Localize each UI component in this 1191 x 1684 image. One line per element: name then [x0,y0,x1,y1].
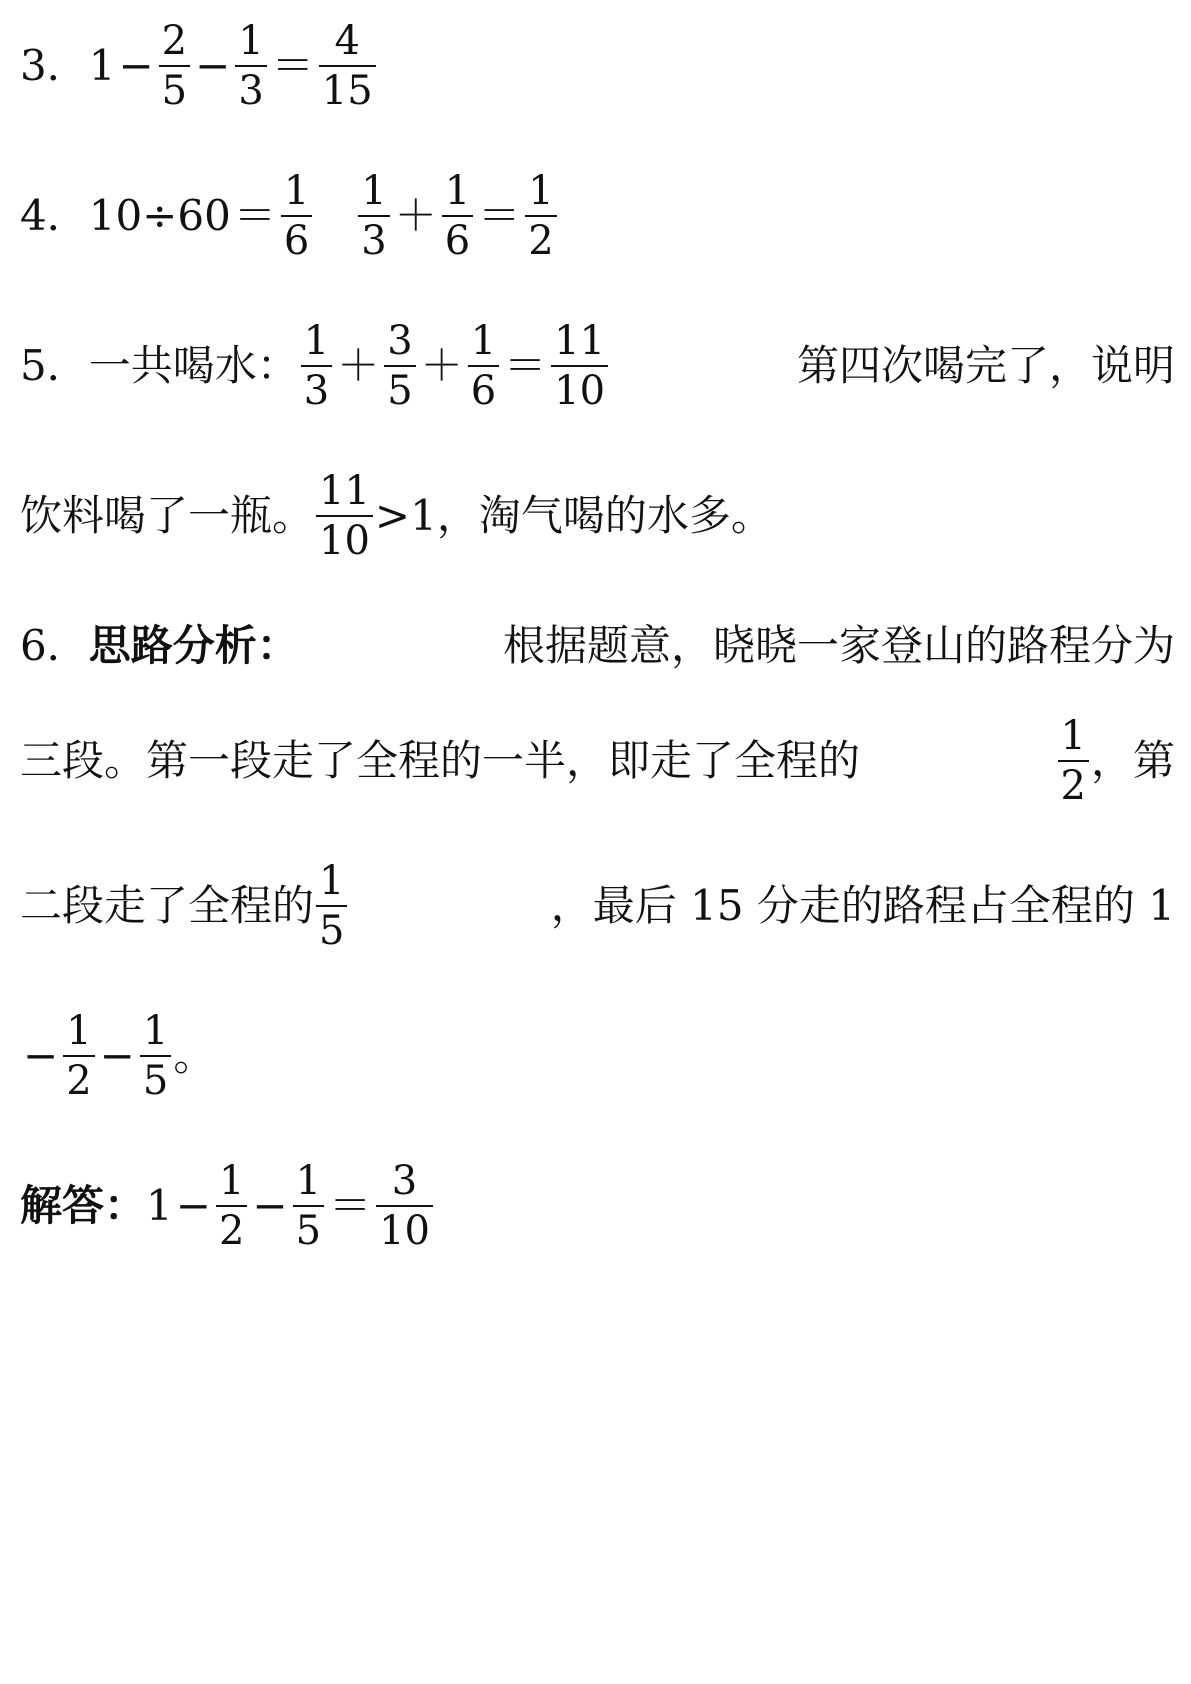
denominator: 6 [283,218,310,264]
explanation-text: 饮料喝了一瓶。 [20,491,315,540]
numerator: 11 [319,468,370,514]
denominator: 2 [218,1208,245,1254]
equals-sign: ＝ [329,1181,372,1230]
plus-sign: ＋ [337,341,380,390]
fraction [293,1160,324,1252]
denominator: 5 [142,1058,169,1104]
denominator: 3 [238,68,264,114]
fraction [235,20,266,112]
answer-6-line-4 [20,1010,215,1102]
item-number: 4． [20,191,89,240]
denominator: 2 [66,1058,92,1104]
denominator: 5 [161,68,188,114]
minus-sign: − [195,41,231,90]
denominator: 10 [319,518,370,564]
analysis-text: 三段。第一段走了全程的一半，即走了全程的 [20,736,861,785]
denominator: 6 [470,368,497,414]
item-number: 3． [20,41,89,90]
answer-6-line-2 [20,715,1175,807]
answer-4 [20,170,559,262]
fraction-bar [384,365,415,367]
numerator: 1 [66,1008,92,1054]
denominator: 6 [444,218,471,264]
fraction-bar [468,365,499,367]
denominator: 3 [361,218,387,264]
numerator: 1 [295,1158,322,1204]
numerator: 2 [161,18,188,64]
fraction [358,170,389,262]
analysis-text: 根据题意，晓晓一家登山的路程分为 [502,621,1175,670]
fraction [316,470,373,562]
numerator: 1 [283,168,310,214]
denominator: 10 [379,1208,430,1254]
denominator: 15 [321,68,373,114]
denominator: 5 [319,908,345,954]
fraction-bar [140,1055,171,1057]
conclusion-text: >1，淘气喝的水多。 [374,491,773,540]
explanation-text: 第四次喝完了，说明 [796,341,1175,390]
label: 一共喝水： [88,341,299,390]
text-group [20,860,349,952]
answer-5-line-2 [20,470,773,562]
plus-sign: ＋ [420,341,463,390]
fraction [376,1160,433,1252]
minus-sign: − [118,41,154,90]
fraction [216,1160,247,1252]
numerator: 4 [334,18,360,64]
fraction-bar [319,65,376,67]
analysis-text: 二段走了全程的 [20,881,315,930]
fraction [468,320,499,412]
answer-5-line-1 [20,320,1175,412]
fraction [63,1010,94,1102]
period: 。 [173,1031,216,1080]
analysis-text: ，最后 15 分走的路程占全程的 1 [550,881,1175,930]
fraction-bar [301,365,332,367]
fraction [384,320,415,412]
equals-sign: ＝ [504,341,547,390]
numerator: 1 [218,1158,245,1204]
fraction [140,1010,171,1102]
analysis-text: ，第 [1090,736,1175,785]
fraction-bar [159,65,190,67]
item-number: 5． [20,341,89,390]
numerator: 11 [554,318,606,364]
fraction-bar [316,905,347,907]
final-answer [20,1160,435,1252]
fraction-bar [316,515,373,517]
fraction [1058,715,1089,807]
fraction [159,20,190,112]
denominator: 2 [1060,763,1086,809]
fraction-bar [216,1205,247,1207]
numerator: 1 [303,318,330,364]
numerator: 1 [470,318,497,364]
numerator: 1 [319,858,345,904]
equals-sign: ＝ [233,191,276,240]
fraction-bar [235,65,266,67]
numerator: 1 [528,168,554,214]
fraction [442,170,473,262]
numerator: 1 [444,168,471,214]
plus-sign: ＋ [394,191,437,240]
fraction-bar [293,1205,324,1207]
analysis-heading: 思路分析： [88,621,299,670]
numerator: 3 [387,318,413,364]
fraction-group [1056,715,1175,807]
fraction [319,20,376,112]
minus-sign: − [252,1181,288,1230]
fraction [301,320,332,412]
fraction-bar [358,215,389,217]
fraction [281,170,312,262]
fraction-bar [525,215,556,217]
fraction-bar [376,1205,433,1207]
fraction-bar [551,365,608,367]
equals-sign: ＝ [478,191,521,240]
item-number: 6． [20,621,89,670]
fraction-bar [1058,760,1089,762]
answer-6-line-1 [20,621,1175,670]
denominator: 5 [387,368,413,414]
fraction-bar [442,215,473,217]
denominator: 2 [528,218,554,264]
numerator: 1 [361,168,387,214]
answer-6-line-3 [20,860,1175,952]
integer: 1 [88,41,116,90]
expression: 10÷60 [88,191,231,240]
equals-sign: ＝ [271,41,314,90]
denominator: 5 [295,1208,322,1254]
minus-sign: − [175,1181,211,1230]
answer-3 [20,20,378,112]
denominator: 3 [303,368,330,414]
denominator: 10 [554,368,606,414]
numerator: 1 [142,1008,169,1054]
numerator: 3 [391,1158,418,1204]
minus-sign: − [99,1031,135,1080]
minus-sign: − [23,1031,59,1080]
fraction [525,170,556,262]
equation-group [20,320,610,412]
integer: 1 [146,1181,173,1230]
numerator: 1 [1060,713,1086,759]
numerator: 1 [238,18,264,64]
fraction [316,860,347,952]
heading-group [20,621,299,670]
fraction-bar [63,1055,94,1057]
fraction [551,320,608,412]
fraction-bar [281,215,312,217]
answer-heading: 解答： [20,1181,147,1230]
